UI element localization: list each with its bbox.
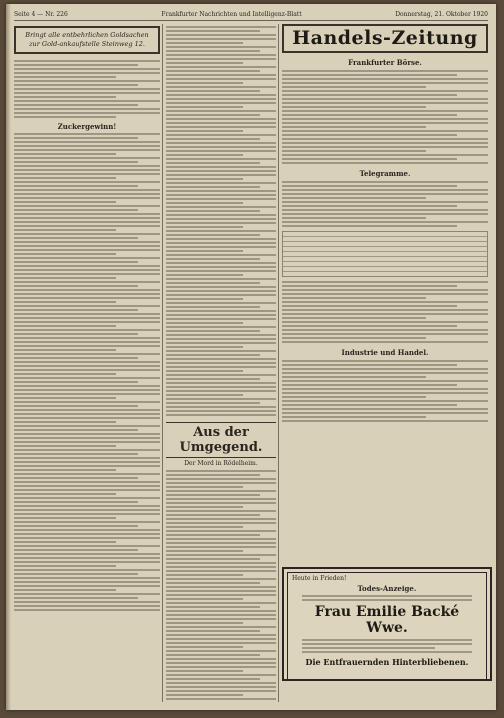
column-rule xyxy=(278,24,279,702)
ad-name: Frau Emilie Backé Wwe. xyxy=(314,604,460,636)
section-subtitle: Der Mord in Rödelheim. xyxy=(184,460,258,467)
section-heading: Telegramme. xyxy=(359,169,411,178)
column-rule xyxy=(162,24,163,702)
newspaper-page xyxy=(6,4,496,710)
section-heading: Frankfurter Börse. xyxy=(348,58,422,67)
death-notice-ad xyxy=(282,567,492,681)
header-left: Seite 4 — Nr. 226 xyxy=(14,10,68,18)
page-header xyxy=(14,8,488,21)
section-heading: Zuckergewinn! xyxy=(57,122,117,131)
handels-zeitung-title: Handels-Zeitung xyxy=(282,24,488,53)
section-heading: Industrie und Handel. xyxy=(341,348,429,357)
ad-intro: Heute in Frieden! xyxy=(292,575,347,582)
ad-heading: Todes-Anzeige. xyxy=(357,584,417,593)
ad-footer: Die Entfrauernden Hinterbliebenen. xyxy=(305,657,469,667)
page-fold xyxy=(6,4,11,710)
header-center: Frankfurter Nachrichten und Intelligenz-Blatt xyxy=(161,10,302,18)
column-left xyxy=(14,24,160,702)
column-middle xyxy=(166,24,276,702)
stock-table xyxy=(282,231,488,277)
section-title: Aus der Umgegend. xyxy=(166,422,276,458)
gold-notice: Bringt alle entbehrlichen Goldsachen zur Gold-ankaufstelle Steinweg 12. xyxy=(14,26,160,54)
header-right: Donnerstag, 21. Oktober 1920 xyxy=(395,10,488,18)
